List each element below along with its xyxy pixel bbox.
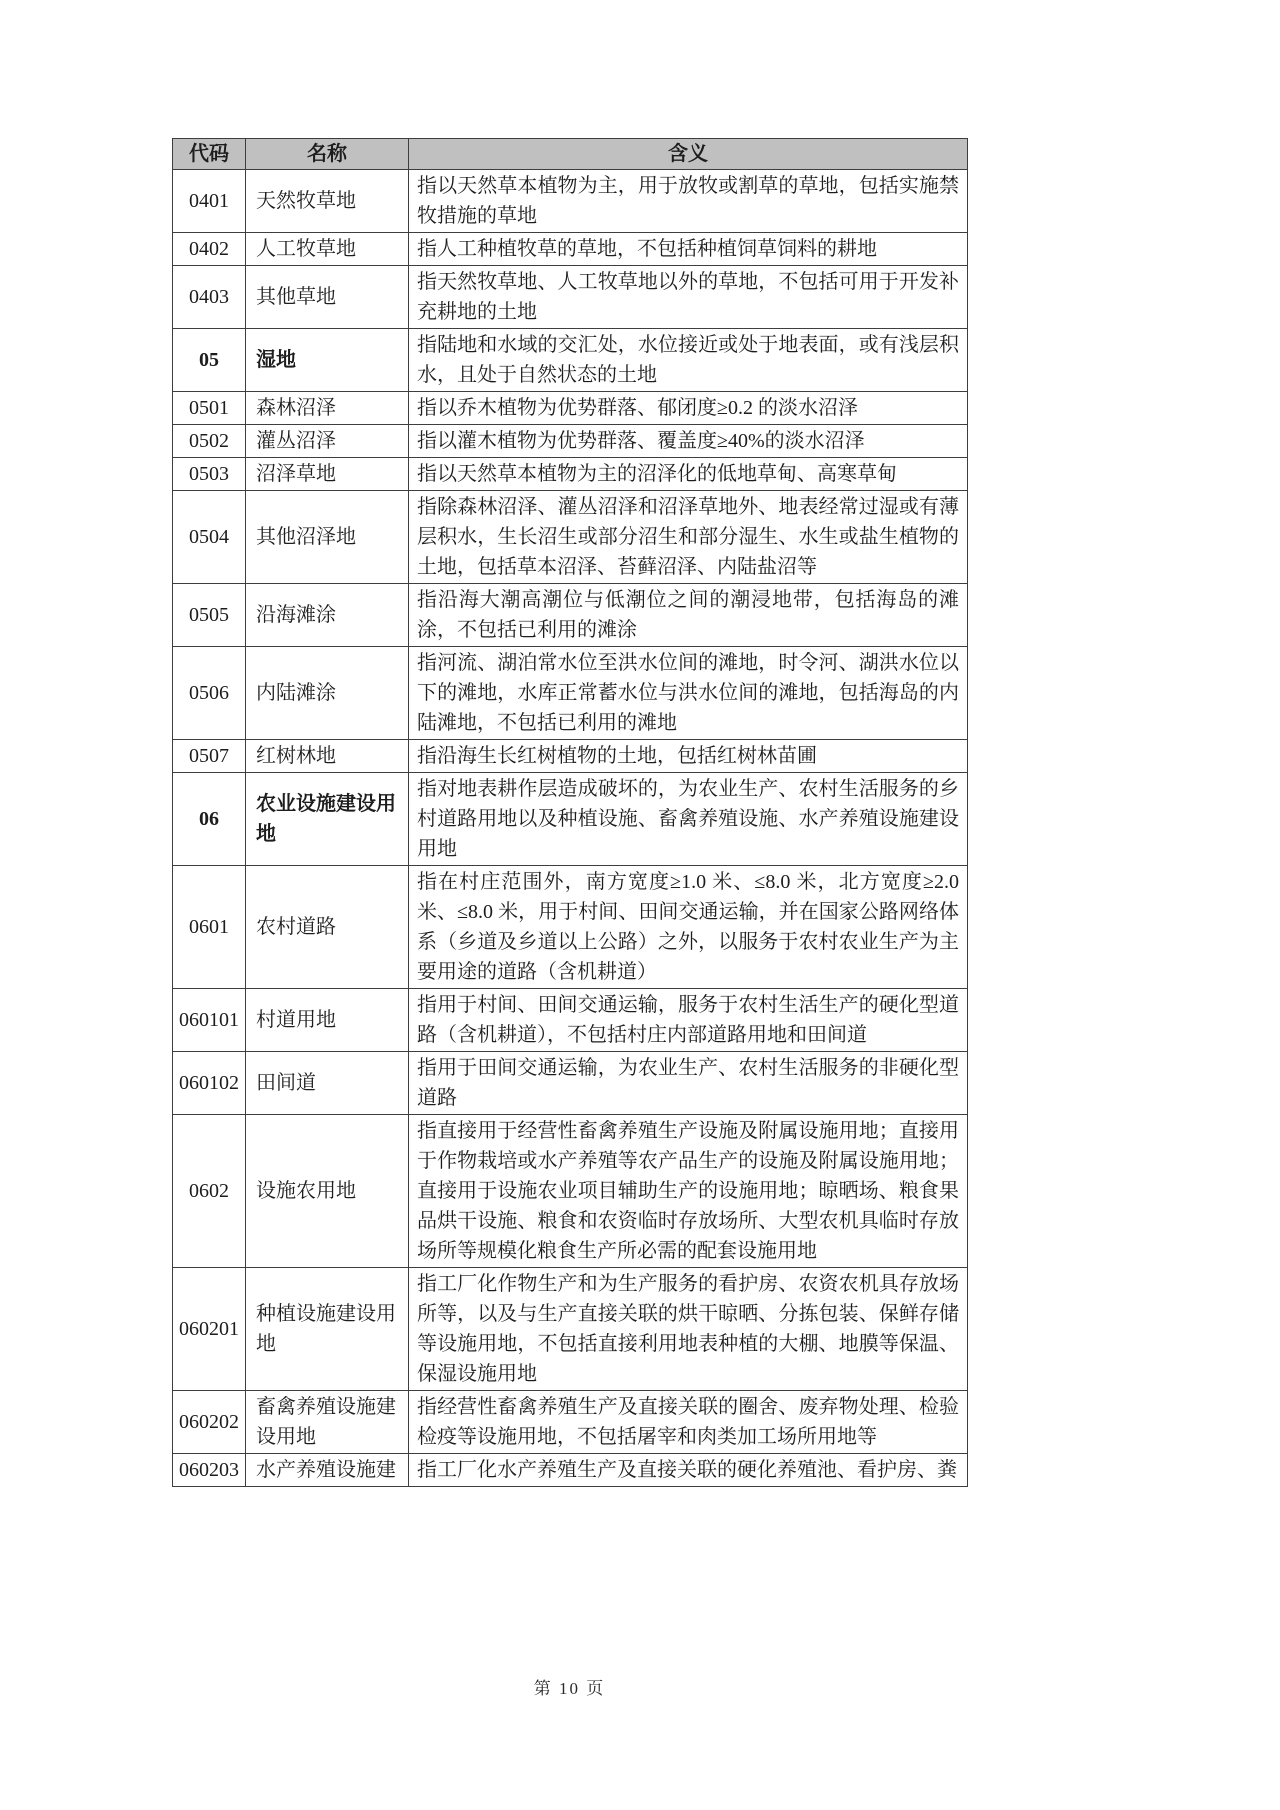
table-row bbox=[173, 329, 968, 392]
meaning-cell: 指用于村间、田间交通运输，服务于农村生活生产的硬化型道路（含机耕道），不包括村庄内部道路用地和田间道 bbox=[409, 989, 968, 1052]
table-row bbox=[173, 1391, 968, 1454]
meaning-cell: 指沿海生长红树植物的土地，包括红树林苗圃 bbox=[409, 740, 968, 773]
code-cell: 0507 bbox=[173, 740, 246, 773]
meaning-cell: 指以灌木植物为优势群落、覆盖度≥40%的淡水沼泽 bbox=[409, 425, 968, 458]
name-cell: 灌丛沼泽 bbox=[246, 425, 409, 458]
code-cell: 0602 bbox=[173, 1115, 246, 1268]
code-cell: 0501 bbox=[173, 392, 246, 425]
document-page bbox=[172, 138, 967, 1487]
table-row bbox=[173, 989, 968, 1052]
meaning-cell: 指工厂化作物生产和为生产服务的看护房、农资农机具存放场所等，以及与生产直接关联的烘干晾晒、分拣包装、保鲜存储等设施用地，不包括直接利用地表种植的大棚、地膜等保温、保湿设施用地 bbox=[409, 1268, 968, 1391]
table-row bbox=[173, 740, 968, 773]
table-row bbox=[173, 647, 968, 740]
code-cell: 06 bbox=[173, 773, 246, 866]
table-row bbox=[173, 1115, 968, 1268]
table-row bbox=[173, 866, 968, 989]
name-cell: 沼泽草地 bbox=[246, 458, 409, 491]
meaning-cell: 指工厂化水产养殖生产及直接关联的硬化养殖池、看护房、粪 bbox=[409, 1454, 968, 1487]
page-footer: 第 10 页 bbox=[533, 1679, 606, 1698]
name-cell: 农业设施建设用地 bbox=[246, 773, 409, 866]
code-cell: 0402 bbox=[173, 233, 246, 266]
name-cell: 湿地 bbox=[246, 329, 409, 392]
name-cell: 沿海滩涂 bbox=[246, 584, 409, 647]
land-use-classification-table bbox=[172, 138, 968, 1487]
code-cell: 0401 bbox=[173, 170, 246, 233]
code-cell: 060202 bbox=[173, 1391, 246, 1454]
table-row bbox=[173, 1454, 968, 1487]
code-cell: 0403 bbox=[173, 266, 246, 329]
meaning-cell: 指用于田间交通运输，为农业生产、农村生活服务的非硬化型道路 bbox=[409, 1052, 968, 1115]
meaning-cell: 指除森林沼泽、灌丛沼泽和沼泽草地外、地表经常过湿或有薄层积水，生长沼生或部分沼生和部分湿生、水生或盐生植物的土地，包括草本沼泽、苔藓沼泽、内陆盐沼等 bbox=[409, 491, 968, 584]
table-row bbox=[173, 392, 968, 425]
table-body bbox=[173, 170, 968, 1487]
meaning-cell: 指以乔木植物为优势群落、郁闭度≥0.2 的淡水沼泽 bbox=[409, 392, 968, 425]
column-header-meaning: 含义 bbox=[409, 139, 968, 170]
table-row bbox=[173, 233, 968, 266]
table-row bbox=[173, 491, 968, 584]
code-cell: 060203 bbox=[173, 1454, 246, 1487]
meaning-cell: 指河流、湖泊常水位至洪水位间的滩地，时令河、湖洪水位以下的滩地，水库正常蓄水位与洪水位间的滩地，包括海岛的内陆滩地，不包括已利用的滩地 bbox=[409, 647, 968, 740]
table-row bbox=[173, 266, 968, 329]
meaning-cell: 指以天然草本植物为主的沼泽化的低地草甸、高寒草甸 bbox=[409, 458, 968, 491]
meaning-cell: 指经营性畜禽养殖生产及直接关联的圈舍、废弃物处理、检验检疫等设施用地，不包括屠宰和肉类加工场所用地等 bbox=[409, 1391, 968, 1454]
meaning-cell: 指沿海大潮高潮位与低潮位之间的潮浸地带，包括海岛的滩涂，不包括已利用的滩涂 bbox=[409, 584, 968, 647]
name-cell: 人工牧草地 bbox=[246, 233, 409, 266]
name-cell: 内陆滩涂 bbox=[246, 647, 409, 740]
name-cell: 红树林地 bbox=[246, 740, 409, 773]
name-cell: 其他沼泽地 bbox=[246, 491, 409, 584]
name-cell: 其他草地 bbox=[246, 266, 409, 329]
table-row bbox=[173, 1052, 968, 1115]
name-cell: 农村道路 bbox=[246, 866, 409, 989]
code-cell: 0503 bbox=[173, 458, 246, 491]
code-cell: 0504 bbox=[173, 491, 246, 584]
meaning-cell: 指陆地和水域的交汇处，水位接近或处于地表面，或有浅层积水，且处于自然状态的土地 bbox=[409, 329, 968, 392]
meaning-cell: 指直接用于经营性畜禽养殖生产设施及附属设施用地；直接用于作物栽培或水产养殖等农产品生产的设施及附属设施用地；直接用于设施农业项目辅助生产的设施用地；晾晒场、粮食果品烘干设施、粮食和农资临时存放场所、大型农机具临时存放场所等规模化粮食生产所必需的配套设施用地 bbox=[409, 1115, 968, 1268]
name-cell: 田间道 bbox=[246, 1052, 409, 1115]
meaning-cell: 指对地表耕作层造成破坏的，为农业生产、农村生活服务的乡村道路用地以及种植设施、畜禽养殖设施、水产养殖设施建设用地 bbox=[409, 773, 968, 866]
meaning-cell: 指以天然草本植物为主，用于放牧或割草的草地，包括实施禁牧措施的草地 bbox=[409, 170, 968, 233]
table-row bbox=[173, 458, 968, 491]
code-cell: 060201 bbox=[173, 1268, 246, 1391]
name-cell: 村道用地 bbox=[246, 989, 409, 1052]
name-cell: 种植设施建设用地 bbox=[246, 1268, 409, 1391]
name-cell: 设施农用地 bbox=[246, 1115, 409, 1268]
column-header-name: 名称 bbox=[246, 139, 409, 170]
meaning-cell: 指在村庄范围外，南方宽度≥1.0 米、≤8.0 米，北方宽度≥2.0 米、≤8.0 米，用于村间、田间交通运输，并在国家公路网络体系（乡道及乡道以上公路）之外，以服务于农村农业生产为主要用途的道路（含机耕道） bbox=[409, 866, 968, 989]
column-header-code: 代码 bbox=[173, 139, 246, 170]
code-cell: 060101 bbox=[173, 989, 246, 1052]
name-cell: 水产养殖设施建 bbox=[246, 1454, 409, 1487]
table-row bbox=[173, 170, 968, 233]
table-row bbox=[173, 773, 968, 866]
table-row bbox=[173, 1268, 968, 1391]
code-cell: 0601 bbox=[173, 866, 246, 989]
table-row bbox=[173, 425, 968, 458]
name-cell: 森林沼泽 bbox=[246, 392, 409, 425]
meaning-cell: 指人工种植牧草的草地，不包括种植饲草饲料的耕地 bbox=[409, 233, 968, 266]
code-cell: 05 bbox=[173, 329, 246, 392]
code-cell: 0505 bbox=[173, 584, 246, 647]
name-cell: 天然牧草地 bbox=[246, 170, 409, 233]
table-header-row bbox=[173, 139, 968, 170]
code-cell: 0506 bbox=[173, 647, 246, 740]
code-cell: 060102 bbox=[173, 1052, 246, 1115]
code-cell: 0502 bbox=[173, 425, 246, 458]
name-cell: 畜禽养殖设施建设用地 bbox=[246, 1391, 409, 1454]
meaning-cell: 指天然牧草地、人工牧草地以外的草地，不包括可用于开发补充耕地的土地 bbox=[409, 266, 968, 329]
table-row bbox=[173, 584, 968, 647]
